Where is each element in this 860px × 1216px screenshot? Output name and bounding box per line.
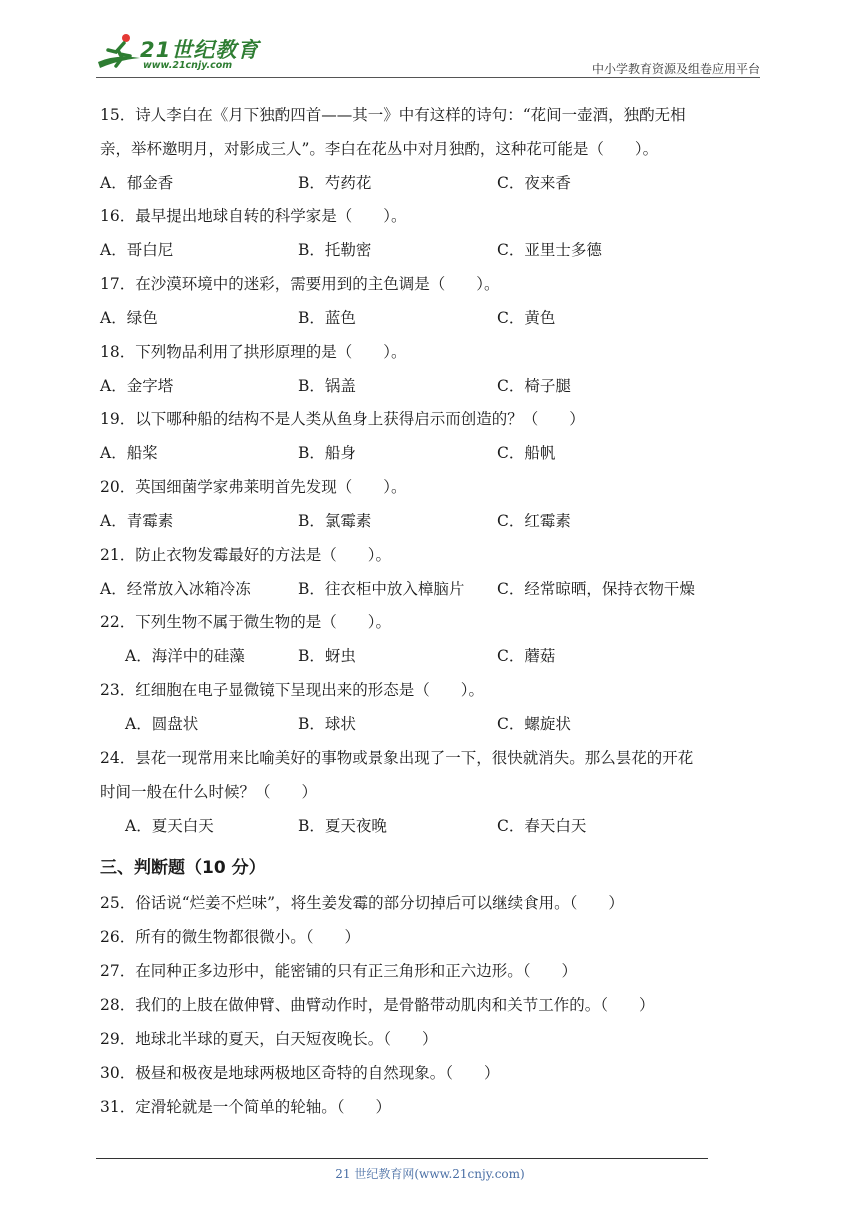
logo-main-text: 21世纪教育 [140, 38, 260, 62]
q21-option-b: B．往衣柜中放入樟脑片 [298, 580, 465, 598]
question-15-line-2: 亲，举杯邀明月，对影成三人”。李白在花丛中对月独酌，这种花可能是（ ）。 [100, 140, 659, 158]
q16-option-a: A．哥白尼 [100, 241, 174, 259]
q18-option-b: B．锅盖 [298, 377, 356, 395]
q17-option-a: A．绿色 [100, 309, 158, 327]
q16-option-c: C．亚里士多德 [497, 241, 602, 259]
question-21: 21．防止衣物发霉最好的方法是（ ）。 [100, 546, 391, 564]
q23-option-a: A．圆盘状 [125, 715, 199, 733]
logo-url-text: www.21cnjy.com [143, 60, 233, 71]
runner-logo-icon [96, 32, 142, 74]
page-footer: 21 世纪教育网(www.21cnjy.com) [335, 1167, 525, 1181]
q17-option-b: B．蓝色 [298, 309, 356, 327]
q18-option-c: C．椅子腿 [497, 377, 571, 395]
q15-option-c: C．夜来香 [497, 174, 571, 192]
q21-option-a: A．经常放入冰箱冷冻 [100, 580, 251, 598]
q22-option-a: A．海洋中的硅藻 [125, 647, 245, 665]
q22-option-c: C．蘑菇 [497, 647, 556, 665]
section-3-title: 三、判断题（10 分） [100, 858, 266, 878]
judgment-27: 27．在同种正多边形中，能密铺的只有正三角形和正六边形。（ ） [100, 962, 577, 980]
q19-option-b: B．船身 [298, 444, 356, 462]
question-16: 16．最早提出地球自转的科学家是（ ）。 [100, 207, 407, 225]
q21-option-c: C．经常晾晒，保持衣物干燥 [497, 580, 695, 598]
q20-option-a: A．青霉素 [100, 512, 174, 530]
q24-option-a: A．夏天白天 [125, 817, 214, 835]
q23-option-b: B．球状 [298, 715, 356, 733]
judgment-26: 26．所有的微生物都很微小。（ ） [100, 928, 360, 946]
question-23: 23．红细胞在电子显微镜下呈现出来的形态是（ ）。 [100, 681, 484, 699]
q24-option-b: B．夏天夜晚 [298, 817, 387, 835]
q19-option-c: C．船帆 [497, 444, 556, 462]
platform-tagline: 中小学教育资源及组卷应用平台 [591, 62, 760, 76]
q15-option-a: A．郁金香 [100, 174, 174, 192]
question-22: 22．下列生物不属于微生物的是（ ）。 [100, 613, 391, 631]
judgment-25: 25．俗话说“烂姜不烂味”，将生姜发霉的部分切掉后可以继续食用。（ ） [100, 894, 624, 912]
q20-option-b: B．氯霉素 [298, 512, 372, 530]
site-logo [96, 32, 266, 74]
q19-option-a: A．船桨 [100, 444, 158, 462]
judgment-28: 28．我们的上肢在做伸臂、曲臂动作时，是骨骼带动肌肉和关节工作的。（ ） [100, 996, 655, 1014]
question-15-line-1: 15．诗人李白在《月下独酌四首——其一》中有这样的诗句：“花间一壶酒，独酌无相 [100, 106, 686, 124]
q15-option-b: B．芍药花 [298, 174, 372, 192]
q24-option-c: C．春天白天 [497, 817, 587, 835]
judgment-31: 31．定滑轮就是一个简单的轮轴。（ ） [100, 1098, 391, 1116]
q18-option-a: A．金字塔 [100, 377, 174, 395]
judgment-30: 30．极昼和极夜是地球两极地区奇特的自然现象。（ ） [100, 1064, 500, 1082]
question-20: 20．英国细菌学家弗莱明首先发现（ ）。 [100, 478, 407, 496]
footer-divider [96, 1158, 708, 1159]
question-18: 18．下列物品利用了拱形原理的是（ ）。 [100, 343, 407, 361]
judgment-29: 29．地球北半球的夏天，白天短夜晚长。（ ） [100, 1030, 438, 1048]
question-24-line-1: 24．昙花一现常用来比喻美好的事物或景象出现了一下，很快就消失。那么昙花的开花 [100, 749, 694, 767]
q20-option-c: C．红霉素 [497, 512, 571, 530]
question-24-line-2: 时间一般在什么时候？（ ） [100, 783, 318, 801]
question-17: 17．在沙漠环境中的迷彩，需要用到的主色调是（ ）。 [100, 275, 500, 293]
page-header [96, 30, 760, 78]
q16-option-b: B．托勒密 [298, 241, 372, 259]
q22-option-b: B．蚜虫 [298, 647, 356, 665]
q17-option-c: C．黄色 [497, 309, 556, 327]
question-19: 19．以下哪种船的结构不是人类从鱼身上获得启示而创造的？（ ） [100, 410, 585, 428]
header-divider [96, 77, 760, 78]
q23-option-c: C．螺旋状 [497, 715, 571, 733]
